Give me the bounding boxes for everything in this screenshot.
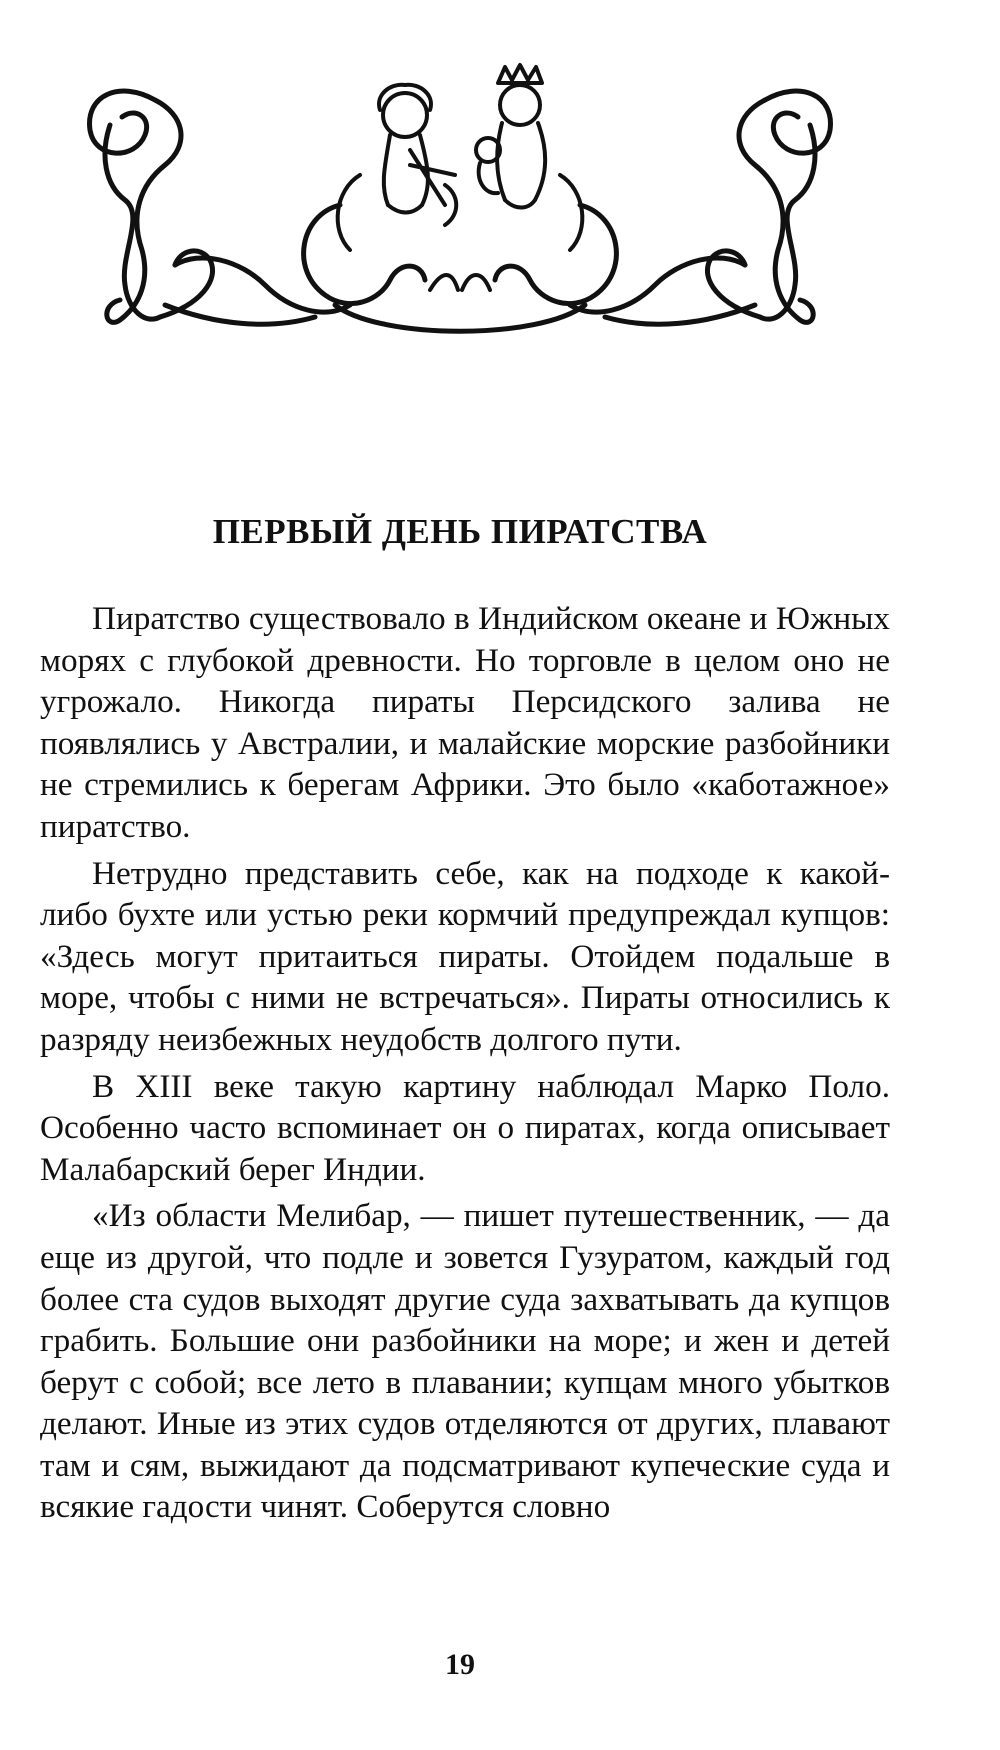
page-number: 19: [445, 1648, 475, 1681]
paragraph: Пиратство существовало в Индийском океане и Южных морях с глубокой древности. Но торговле в целом оно не угрожало. Никогда пираты Персидского залива не появлялись у Австралии, и малайские морские разбойники не стремились к берегам Африки. Это было «каботажное» пиратство.: [40, 600, 890, 845]
fish-tail: [430, 275, 490, 290]
paragraph: «Из области Мелибар, — пишет путешественник, — да еще из другой, что подле и зовется Гузуратом, каждый год более ста судов выходят другие суда захватывать да купцов грабить. Большие они разбойники на море; и жен и детей берут с собой; все лето в плавании; купцам много убытков делают. Иные из этих судов отделяются от других, плавают там и сям, выжидают да подсматривают купеческие суда и всякие гадости чинят. Соберутся словно: [40, 1197, 890, 1526]
mermaid-tail: [495, 205, 616, 304]
mermaid-ribbon-ornament-icon: [50, 55, 870, 355]
right-ribbon-scroll: [570, 91, 830, 324]
rock-base: [335, 305, 585, 331]
body-text: [40, 598, 890, 1528]
mermaid-figure: [476, 65, 545, 208]
merman-tail: [304, 205, 425, 304]
chapter-title: ПЕРВЫЙ ДЕНЬ ПИРАТСТВА: [212, 512, 708, 551]
left-ribbon-scroll: [90, 91, 350, 324]
merman-figure: [379, 85, 456, 225]
paragraph: В XIII веке такую картину наблюдал Марко Поло. Особенно часто вспоминает он о пиратах, когда описывает Малабарский берег Индии.: [40, 1067, 890, 1188]
paragraph: Нетрудно представить себе, как на подходе к какой-либо бухте или устью реки кормчий предупреждал купцов: «Здесь могут притаиться пираты. Отойдем подальше в море, чтобы с ними не встречаться». Пираты относились к разряду неизбежных неудобств долгого пути.: [40, 854, 890, 1058]
